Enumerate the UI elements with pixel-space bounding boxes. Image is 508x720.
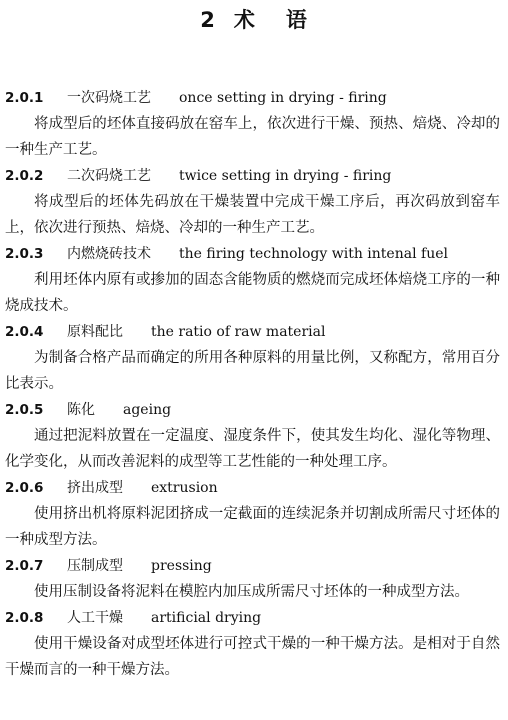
term-entry (0, 475, 508, 553)
term-english: artificial drying (151, 610, 262, 626)
term-entry (0, 553, 508, 605)
term-list (0, 85, 508, 683)
term-chinese: 挤出成型 (67, 480, 123, 496)
term-definition: 使用压制设备将泥料在模腔内加压成所需尺寸坯体的一种成型方法。 (34, 584, 469, 600)
term-chinese: 陈化 (67, 402, 95, 418)
term-definition: 为制备合格产品而确定的所用各种原料的用量比例，又称配方，常用百分比表示。 (5, 350, 500, 392)
term-english: the firing technology with intenal fuel (179, 246, 448, 262)
term-entry (0, 85, 508, 163)
term-chinese: 内燃烧砖技术 (67, 246, 151, 262)
term-entry (0, 241, 508, 319)
term-heading (0, 605, 508, 631)
term-definition: 使用挤出机将原料泥团挤成一定截面的连续泥条并切割成所需尺寸坯体的一种成型方法。 (5, 506, 500, 548)
term-english: extrusion (151, 480, 218, 496)
term-chinese: 压制成型 (67, 558, 123, 574)
term-english: once setting in drying - firing (179, 90, 387, 106)
term-heading (0, 163, 508, 189)
chapter-number: 2 (200, 8, 216, 32)
term-definition: 将成型后的坯体先码放在干燥装置中完成干燥工序后，再次码放到窑车上，依次进行预热、焙烧、冷却的一种生产工艺。 (5, 194, 500, 236)
term-heading (0, 319, 508, 345)
term-entry (0, 163, 508, 241)
term-number: 2.0.3 (5, 246, 44, 262)
term-number: 2.0.8 (5, 610, 44, 626)
term-number: 2.0.1 (5, 90, 44, 106)
term-definition: 利用坯体内原有或掺加的固态含能物质的燃烧而完成坯体焙烧工序的一种烧成技术。 (5, 272, 500, 314)
term-heading (0, 475, 508, 501)
chapter-title-char: 术 (233, 8, 256, 32)
term-english: ageing (123, 402, 172, 418)
term-entry (0, 319, 508, 397)
term-heading (0, 397, 508, 423)
term-definition: 将成型后的坯体直接码放在窑车上，依次进行干燥、预热、焙烧、冷却的一种生产工艺。 (5, 116, 500, 158)
term-number: 2.0.6 (5, 480, 44, 496)
term-heading (0, 241, 508, 267)
term-definition: 通过把泥料放置在一定温度、湿度条件下，使其发生均化、湿化等物理、化学变化，从而改善泥料的成型等工艺性能的一种处理工序。 (5, 428, 500, 470)
term-chinese: 二次码烧工艺 (67, 168, 151, 184)
term-heading (0, 553, 508, 579)
term-entry (0, 605, 508, 683)
term-number: 2.0.7 (5, 558, 44, 574)
term-number: 2.0.2 (5, 168, 44, 184)
term-english: twice setting in drying - firing (179, 168, 392, 184)
term-entry (0, 397, 508, 475)
term-chinese: 人工干燥 (67, 610, 123, 626)
term-chinese: 一次码烧工艺 (67, 90, 151, 106)
term-number: 2.0.5 (5, 402, 44, 418)
chapter-title (0, 4, 508, 34)
term-english: the ratio of raw material (151, 324, 326, 340)
term-heading (0, 85, 508, 111)
chapter-title-char: 语 (285, 8, 308, 32)
term-english: pressing (151, 558, 212, 574)
term-chinese: 原料配比 (67, 324, 123, 340)
term-definition: 使用干燥设备对成型坯体进行可控式干燥的一种干燥方法。是相对于自然干燥而言的一种干燥方法。 (5, 636, 500, 678)
term-number: 2.0.4 (5, 324, 44, 340)
